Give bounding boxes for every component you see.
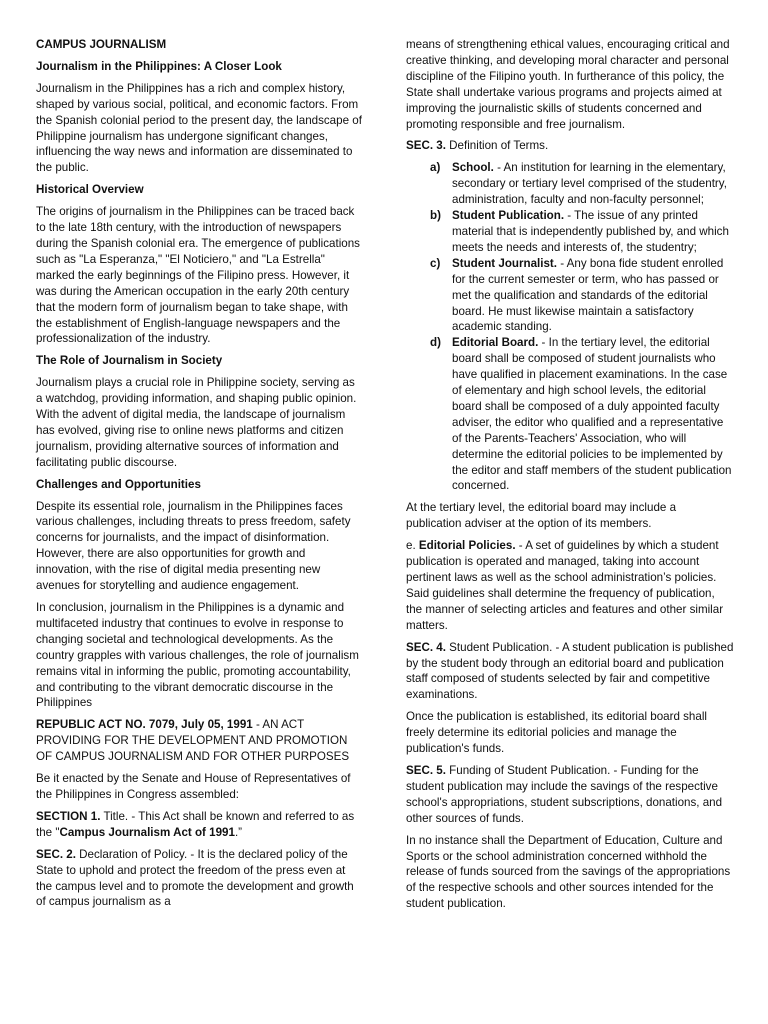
definition-item <box>406 160 734 208</box>
editorial-policies-prefix: e. <box>406 539 419 553</box>
definitions-list <box>406 160 734 494</box>
republic-act-description: - AN ACT PROVIDING FOR THE DEVELOPMENT AND PROMOTION OF CAMPUS JOURNALISM AND FOR OTHER PURPOSES <box>36 718 350 764</box>
section-2-continued: means of strengthening ethical values, encouraging critical and creative thinking, and developing moral character and personal discipline of the Filipino youth. In furtherance of this policy, the State shall undertake various programs and projects aimed at improving the journalistic skills of students concerned and promoting responsible and free journalism. <box>406 38 730 131</box>
definition-marker: b) <box>430 209 441 223</box>
definition-text: - The issue of any printed material that is independently published by, and which meets the needs and interests of, the studentry; <box>452 209 729 254</box>
editorial-policies-text: - A set of guidelines by which a student publication is operated and managed, taking into account pertinent laws as well as the school administration’s policies. Said guidelines shall determine the frequency of publication, the manner of selecting articles and features and other similar matters. <box>406 539 724 632</box>
definition-marker: a) <box>430 161 441 175</box>
republic-act-heading <box>36 717 364 765</box>
definition-item <box>406 335 734 494</box>
historical-overview-paragraph: The origins of journalism in the Philippines can be traced back to the late 18th century, with the introduction of newspapers during the Spanish colonial era. The emergence of publications such as "La Esperanza," "El Noticiero," and "La Estrella" marked the early beginnings of the Filipino press. However, it was during the American occupation in the early 20th century that the modern form of journalism began to take shape, with the establishment of English-language newspapers and the professionalization of the industry. <box>36 205 360 346</box>
definition-term: Student Journalist. <box>452 256 557 270</box>
section-3 <box>406 138 734 154</box>
section-5-text: Funding of Student Publication. - Funding for the student publication may include the savings of the respective school's appropriations, student subscriptions, donations, and other sources of funds. <box>406 763 723 825</box>
right-column <box>406 37 734 918</box>
definition-term: Student Publication. <box>452 209 565 223</box>
tertiary-note: At the tertiary level, the editorial board may include a publication adviser at the option of its members. <box>406 501 677 531</box>
definition-text: - Any bona fide student enrolled for the current semester or term, who has passed or met the qualification and standards of the editorial board. He must likewise maintain a satisfactory academic standing. <box>452 256 724 334</box>
section-5-label: SEC. 5. <box>406 763 446 777</box>
section-1-label: SECTION 1. <box>36 809 101 823</box>
editorial-policies-term: Editorial Policies. <box>418 539 516 553</box>
section-1 <box>36 809 364 841</box>
definition-term: School. <box>452 161 494 175</box>
definition-marker: d) <box>430 336 441 350</box>
conclusion-paragraph: In conclusion, journalism in the Philippines is a dynamic and multifaceted industry that continues to evolve in response to changing societal and technological developments. As the country grapples with various challenges, the role of journalism remains vital in informing the public, promoting accountability, and contributing to the vibrant democratic discourse in the Philippines <box>36 601 359 710</box>
section-3-label: SEC. 3. <box>406 139 446 153</box>
intro-paragraph: Journalism in the Philippines has a rich and complex history, shaped by various social, political, and economic factors. From the Spanish colonial period to the present day, the landscape of Philippine journalism has undergone significant changes, influencing the way news and information are disseminated to the public. <box>36 81 362 175</box>
section-4 <box>406 640 734 704</box>
role-heading: The Role of Journalism in Society <box>36 354 223 368</box>
historical-overview-heading: Historical Overview <box>36 183 144 197</box>
left-column <box>36 37 364 916</box>
editorial-policies <box>406 538 734 633</box>
act-short-title: Campus Journalism Act of 1991 <box>59 825 235 839</box>
section-4-label: SEC. 4. <box>406 640 446 654</box>
document-subtitle: Journalism in the Philippines: A Closer Look <box>36 59 282 73</box>
republic-act-number: REPUBLIC ACT NO. 7079, July 05, 1991 <box>36 718 253 732</box>
section-2-text: Declaration of Policy. - It is the declared policy of the State to uphold and protect the freedom of the press even at the campus level and to promote the development and growth of campus journalism as a <box>36 847 354 909</box>
definition-marker: c) <box>430 256 441 270</box>
section-1-text-end: .” <box>234 825 243 839</box>
definition-term: Editorial Board. <box>452 336 539 350</box>
definition-item <box>406 256 734 336</box>
definition-text: - In the tertiary level, the editorial board shall be composed of student journalists who have qualified in placement examinations. In the case of elementary and high school levels, the editorial board shall be composed of a duly appointed faculty adviser, the editor who qualified and a representative of the Parents-Teachers' Association, who will determine the editorial policies to be implemented by the editor and staff members of the student publication concerned. <box>452 336 732 493</box>
definition-item <box>406 208 734 256</box>
section-2 <box>36 847 364 911</box>
document-title: CAMPUS JOURNALISM <box>36 38 167 51</box>
section-5-continued: In no instance shall the Department of Education, Culture and Sports or the school administration concerned withhold the release of funds sourced from the savings of the appropriations of the respective schools and other sources intended for the student publication. <box>406 833 731 911</box>
section-5 <box>406 763 734 827</box>
role-paragraph: Journalism plays a crucial role in Philippine society, serving as a watchdog, providing information, and shaping public opinion. With the advent of digital media, the landscape of journalism has evolved, giving rise to online news platforms and citizen journalism, providing alternative sources of information and facilitating public discourse. <box>36 376 357 469</box>
section-4-continued: Once the publication is established, its editorial board shall freely determine its editorial policies and manage the publication's funds. <box>406 710 707 756</box>
enacting-clause: Be it enacted by the Senate and House of Representatives of the Philippines in Congress assembled: <box>36 772 351 801</box>
definition-text: - An institution for learning in the elementary, secondary or tertiary level comprised of the studentry, administration, faculty and non-faculty personnel; <box>452 161 727 207</box>
section-2-label: SEC. 2. <box>36 847 76 861</box>
challenges-heading: Challenges and Opportunities <box>36 477 201 491</box>
section-1-text: Title. - This Act shall be known and referred to as the " <box>36 809 355 839</box>
section-4-text: Student Publication. - A student publication is published by the student body through an editorial board and publication staff composed of students selected by fair and competitive examinations. <box>406 640 734 702</box>
challenges-paragraph: Despite its essential role, journalism in the Philippines faces various challenges, including threats to press freedom, safety concerns for journalists, and the impact of disinformation. However, there are also opportunities for growth and innovation, with the rise of digital media presenting new avenues for storytelling and audience engagement. <box>36 499 351 593</box>
section-3-text: Definition of Terms. <box>445 139 549 153</box>
